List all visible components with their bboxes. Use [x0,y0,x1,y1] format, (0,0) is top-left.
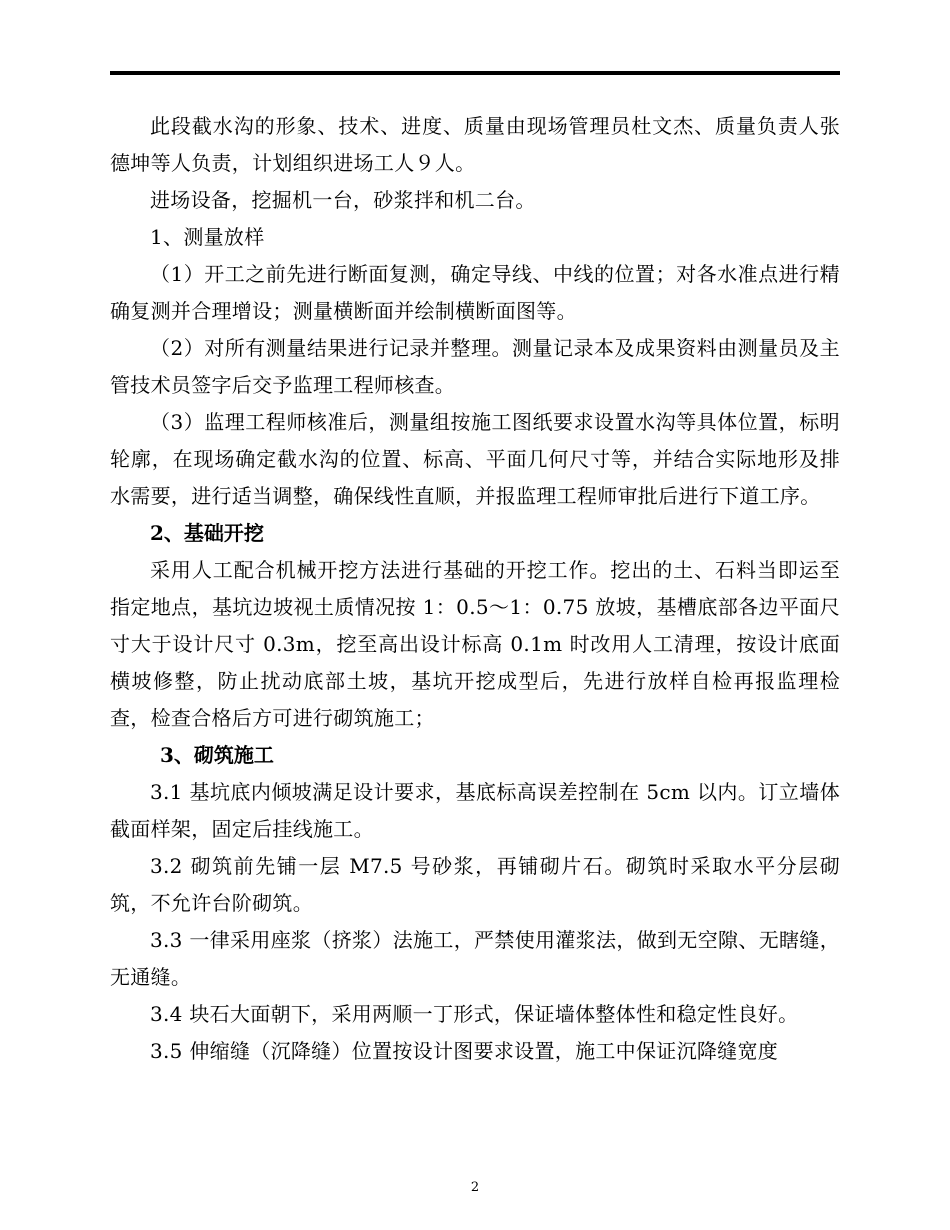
paragraph-masonry-3-2: 3.2 砌筑前先铺一层 M7.5 号砂浆，再铺砌片石。砌筑时采取水平分层砌筑，不允许台阶砌筑。 [110,854,840,915]
page-number: 2 [470,1180,480,1195]
paragraph-survey-3: （3）监理工程师核准后，测量组按施工图纸要求设置水沟等具体位置，标明轮廓，在现场确定截水沟的位置、标高、平面几何尺寸等，并结合实际地形及排水需要，进行适当调整，确保线性直顺，并报监理工程师审批后进行下道工序。 [110,410,840,508]
header-rule [110,71,840,75]
section-heading-excavation: 2、基础开挖 [150,521,264,545]
paragraph-masonry-3-5: 3.5 伸缩缝（沉降缝）位置按设计图要求设置，施工中保证沉降缝宽度 [150,1039,779,1063]
paragraph-survey-1: （1）开工之前先进行断面复测，确定导线、中线的位置；对各水准点进行精确复测并合理增设；测量横断面并绘制横断面图等。 [110,262,840,323]
paragraph-personnel: 此段截水沟的形象、技术、进度、质量由现场管理员杜文杰、质量负责人张德坤等人负责，计划组织进场工人９人。 [110,114,840,175]
section-heading-masonry: 3、砌筑施工 [160,743,274,767]
paragraph-excavation: 采用人工配合机械开挖方法进行基础的开挖工作。挖出的土、石料当即运至指定地点，基坑边坡视土质情况按 1：0.5～1：0.75 放坡，基槽底部各边平面尺寸大于设计尺寸 0.3m，挖至高出设计标高 0.1m 时改用人工清理，按设计底面横坡修整，防止扰动底部土坡，基坑开挖成型后，先进行放样自检再报监理检查，检查合格后方可进行砌筑施工； [110,558,840,730]
section-heading-survey: 1、测量放样 [150,225,265,249]
paragraph-masonry-3-3: 3.3 一律采用座浆（挤浆）法施工，严禁使用灌浆法，做到无空隙、无瞎缝，无通缝。 [110,928,840,989]
paragraph-masonry-3-4: 3.4 块石大面朝下，采用两顺一丁形式，保证墙体整体性和稳定性良好。 [150,1002,799,1026]
paragraph-survey-2: （2）对所有测量结果进行记录并整理。测量记录本及成果资料由测量员及主管技术员签字后交予监理工程师核查。 [110,336,840,397]
paragraph-masonry-3-1: 3.1 基坑底内倾坡满足设计要求，基底标高误差控制在 5cm 以内。订立墙体截面样架，固定后挂线施工。 [110,780,840,841]
paragraph-equipment: 进场设备，挖掘机一台，砂浆拌和机二台。 [150,188,536,212]
document-body [110,108,840,1070]
